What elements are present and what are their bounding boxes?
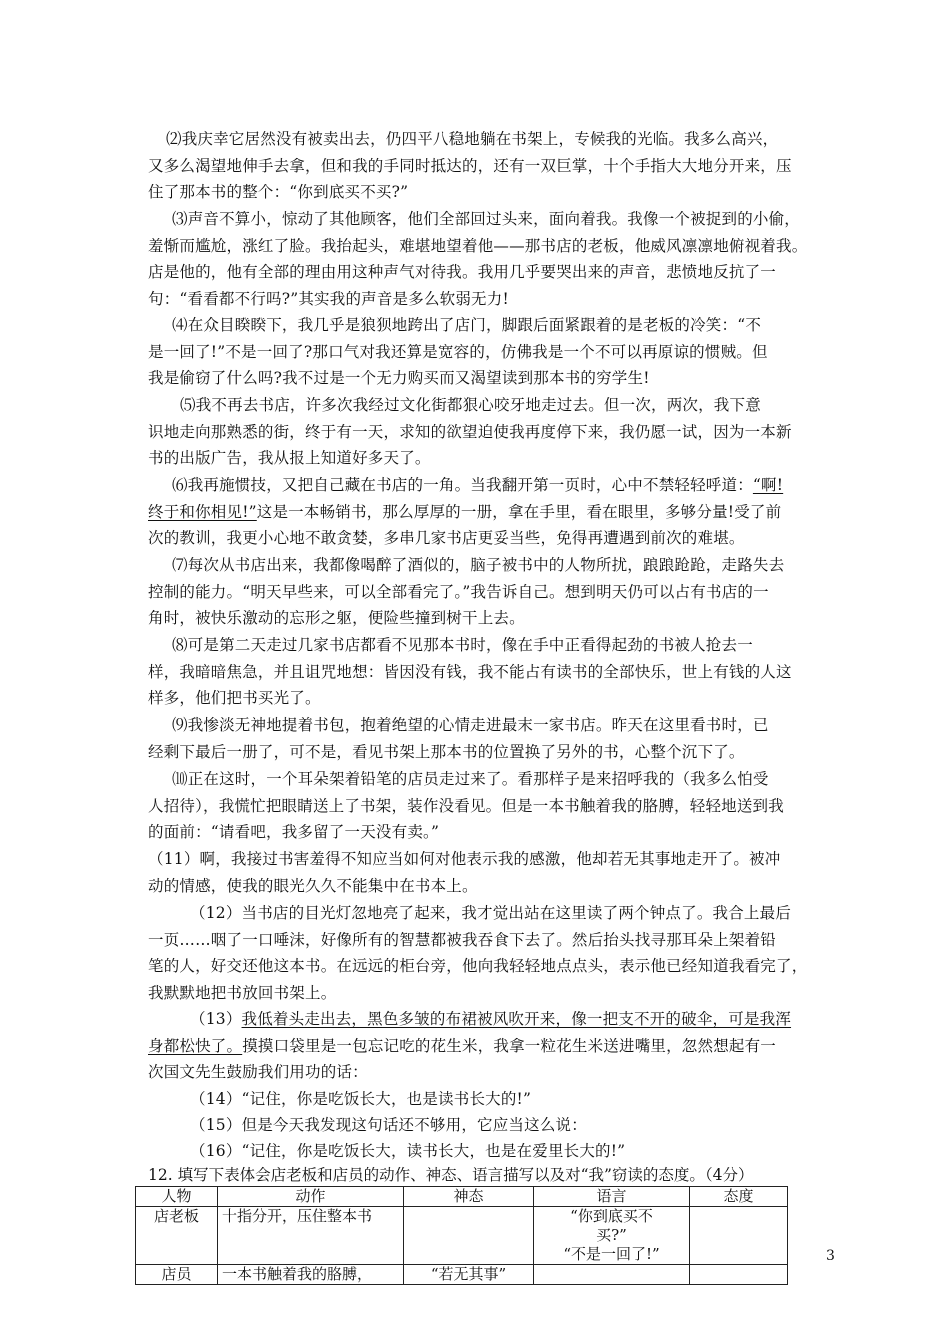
text-line: 身都松快了。摸摸口袋里是一包忘记吃的花生米，我拿一粒花生米送进嘴里，忽然想起有一 [148,1036,777,1055]
action-cell: 一本书触着我的胳膊， [218,1265,404,1285]
text-line: 店是他的，他有全部的理由用这种声气对待我。我用几乎要哭出来的声音，悲愤地反抗了一 [148,263,777,281]
text-line: 人招待），我慌忙把眼睛送上了书架，装作没看见。但是一本书触着我的胳膊，轻轻地送到我 [148,796,784,815]
paragraph-3 [148,206,832,312]
table-row [136,1265,788,1285]
header-cell: 神态 [404,1187,534,1207]
text-line: ⑹我再施惯技，又把自己藏在书店的一角。当我翻开第一页时，心中不禁轻轻呼道：“啊! [172,476,784,494]
text-line: （11）啊，我接过书害羞得不知应当如何对他表示我的感激，他却若无其事地走开了。被冲 [148,850,781,868]
paragraph-14 [190,1086,850,1113]
text-line: 又多么渴望地伸手去拿，但和我的手同时抵达的，还有一双巨掌，十个手指大大地分开来，压 [148,156,792,175]
text-line: （13）我低着头走出去，黑色多皱的布裙被风吹开来，像一把支不开的破伞，可是我浑 [190,1010,792,1028]
speech-cell[interactable] [534,1265,690,1285]
table-row [136,1207,788,1265]
action-cell: 十指分开，压住整本书 [218,1207,404,1265]
paragraph-6 [148,472,832,552]
text-line: ⑽正在这时，一个耳朵架着铅笔的店员走过来了。看那样子是来招呼我的（我多么怕受 [172,770,769,788]
header-cell: 态度 [690,1187,788,1207]
text-line: ⑻可是第二天走过几家书店都看不见那本书时，像在手中正看得起劲的书被人抢去一 [172,636,753,654]
paragraph-13 [148,1006,850,1086]
text-line: 识地走向那熟悉的街，终于有一天，求知的欲望迫使我再度停下来，我仍愿一试，因为一本新 [148,422,792,441]
speech-line: “你到底买不 [570,1207,653,1225]
table-header-row [136,1187,788,1207]
underlined-quote: 终于和你相见!” [148,502,257,521]
text-line: 是一回了!”不是一回了?那口气对我还算是宽容的，仿佛我是一个不可以再原谅的惯贼。但 [148,342,768,361]
header-cell: 语言 [534,1187,690,1207]
text-line: 我默默地把书放回书架上。 [148,983,337,1002]
text-line: 书的出版广告，我从报上知道好多天了。 [148,449,431,467]
paragraph-4 [148,312,832,392]
text-line: 羞惭而尴尬，涨红了脸。我抬起头，难堪地望着他——那书店的老板，他威风凛凛地俯视着我。 [148,236,808,255]
text-line: 笔的人，好交还他这本书。在远远的柜台旁，他向我轻轻地点点头，表示他已经知道我看完了， [148,957,808,975]
answer-table [135,1186,788,1285]
expression-cell[interactable] [404,1207,534,1265]
text-line: 一页……咽了一口唾沫，好像所有的智慧都被我吞食下去了。然后抬头找寻那耳朵上架着铅 [148,930,777,949]
paragraph-2 [148,126,826,206]
text-line: 样，我暗暗焦急，并且诅咒地想：皆因没有钱，我不能占有读书的全部快乐，世上有钱的人这 [148,662,792,681]
page-number: 3 [826,1248,835,1264]
text-line: （12）当书店的目光灯忽地亮了起来，我才觉出站在这里读了两个钟点了。我合上最后 [190,904,792,922]
header-cell: 动作 [218,1187,404,1207]
paragraph-7 [148,552,832,632]
text-line: ⑼我惨淡无神地提着书包，抱着绝望的心情走进最末一家书店。昨天在这里看书时，已 [172,716,769,734]
expression-cell: “若无其事” [404,1265,534,1285]
text-line: 经剩下最后一册了，可不是，看见书架上那本书的位置换了另外的书，心整个沉下了。 [148,742,745,761]
paragraph-9 [148,712,832,765]
speech-line: “不是一回了!” [563,1245,660,1263]
text-line: （15）但是今天我发现这句话还不够用，它应当这么说： [190,1116,587,1134]
paragraph-8 [148,632,832,712]
text-line: 我是偷窃了什么吗?我不过是一个无力购买而又渴望读到那本书的穷学生! [148,369,650,387]
paragraph-12 [148,900,850,1006]
person-cell: 店员 [136,1265,218,1285]
text-line: ⑵我庆幸它居然没有被卖出去，仍四平八稳地躺在书架上，专候我的光临。我多么高兴， [166,130,779,148]
paragraph-5 [148,392,840,472]
text-line: ⑶声音不算小，惊动了其他顾客，他们全部回过头来，面向着我。我像一个被捉到的小偷， [172,210,801,228]
paragraph-10 [148,766,832,846]
text-line: 控制的能力。“明天早些来，可以全部看完了。”我告诉自己。想到明天仍可以占有书店的一 [148,582,769,601]
text-line: 角时，被快乐激动的忘形之躯，便险些撞到树干上去。 [148,609,525,627]
text-line: ⑷在众目睽睽下，我几乎是狼狈地跨出了店门，脚跟后面紧跟着的是老板的冷笑：“不 [172,316,762,334]
text-line: 样多，他们把书买光了。 [148,689,321,707]
header-cell: 人物 [136,1187,218,1207]
text-line: 句：“看看都不行吗?”其实我的声音是多么软弱无力! [148,289,509,308]
text-line: ⑺每次从书店出来，我都像喝醉了酒似的，脑子被书中的人物所扰，踉踉跄跄，走路失去 [172,556,785,574]
text-line: （14）“记住，你是吃饭长大，也是读书长大的!” [190,1090,532,1108]
speech-line: 买?” [596,1226,627,1244]
text-line: 动的情感，使我的眼光久久不能集中在书本上。 [148,876,478,895]
question-12: 12. 填写下表体会店老板和店员的动作、神态、语言描写以及对“我”窃读的态度。（4分） [148,1166,754,1184]
underlined-sentence: 身都松快了。 [148,1036,243,1055]
text-line: 次国文先生鼓励我们用功的话： [148,1063,368,1081]
attitude-cell[interactable] [690,1207,788,1265]
speech-cell [534,1207,690,1265]
paragraph-11 [148,846,808,899]
underlined-quote: “啊! [752,476,784,494]
paragraph-15 [190,1112,850,1139]
text-line: （16）“记住，你是吃饭长大，读书长大，也是在爱里长大的!” [190,1142,626,1160]
text-line: 的面前：“请看吧，我多留了一天没有卖。” [148,823,440,841]
underlined-sentence: 我低着头走出去，黑色多皱的布裙被风吹开来，像一把支不开的破伞，可是我浑 [241,1010,792,1028]
text-line: 住了那本书的整个：“你到底买不买?” [148,183,409,201]
text-line: 次的教训，我更小心地不敢贪婪，多串几家书店更妥当些，免得再遭遇到前次的难堪。 [148,529,745,547]
person-cell: 店老板 [136,1207,218,1265]
text-line: ⑸我不再去书店，许多次我经过文化街都狠心咬牙地走过去。但一次，两次，我下意 [180,396,761,414]
text-line: 终于和你相见!”这是一本畅销书，那么厚厚的一册，拿在手里，看在眼里，多够分量!受了前 [148,502,782,521]
paragraph-16 [190,1138,850,1165]
attitude-cell[interactable] [690,1265,788,1285]
